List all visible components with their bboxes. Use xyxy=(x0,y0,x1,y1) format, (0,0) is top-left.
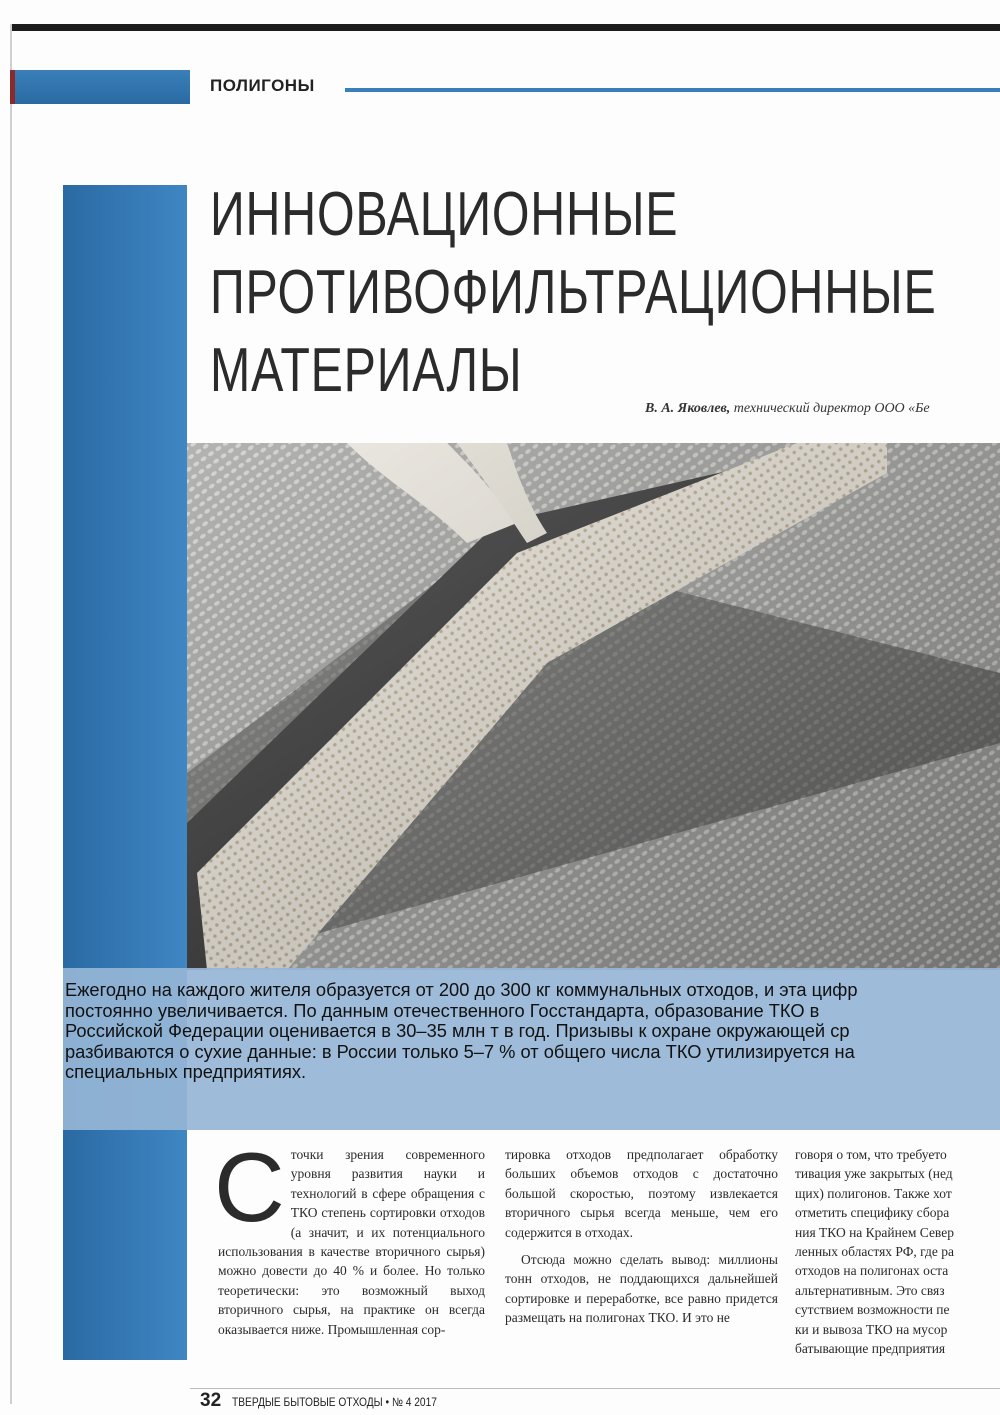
title-line: ПРОТИВОФИЛЬТРАЦИОННЫЕ xyxy=(210,258,937,327)
page-footer xyxy=(200,1390,473,1412)
lead-line: Российской Федерации оценивается в 30–35 млн т в год. Призывы к охране окружающей ср xyxy=(65,1020,850,1042)
body-line: батывающие предприятия xyxy=(795,1341,946,1357)
body-line: тивация уже закрытых (нед xyxy=(795,1166,953,1182)
left-border xyxy=(10,24,12,1404)
section-rule xyxy=(345,88,1000,92)
body-line: ки и вывоза ТКО на мусор xyxy=(795,1321,948,1337)
body-line: щих) полигонов. Также хот xyxy=(795,1185,952,1201)
byline xyxy=(645,401,930,417)
body-line: сутствием возможности пе xyxy=(795,1302,950,1318)
section-bar xyxy=(15,70,190,104)
lead-text xyxy=(63,968,1000,1083)
drop-cap: С xyxy=(214,1132,285,1242)
top-border xyxy=(10,24,1000,31)
body-paragraph xyxy=(795,1145,1000,1358)
body-line: ния ТКО на Крайнем Север xyxy=(795,1224,954,1240)
body-line: говоря о том, что требуето xyxy=(795,1147,947,1162)
lead-box xyxy=(63,968,1000,1130)
body-paragraph: Отсюда можно сделать вывод: миллионы тонн отходов, не поддающихся дальнейшей сортировке и переработке, все равно придется размещать на полигонах ТКО. И это не xyxy=(505,1252,778,1326)
lead-line: разбиваются о сухие данные: в России только 5–7 % от общего числа ТКО утилизируется на xyxy=(65,1040,855,1062)
article-photo xyxy=(187,443,1000,970)
page-number: 32 xyxy=(200,1390,222,1411)
footer-rule xyxy=(190,1388,1000,1389)
section-label: ПОЛИГОНЫ xyxy=(210,76,315,95)
side-accent-bar xyxy=(63,185,187,1360)
author-role: технический директор ООО «Бе xyxy=(730,401,930,416)
lead-line: специальных предприятиях. xyxy=(65,1061,307,1083)
body-paragraph: тировка отходов предполагает обработку больших объемов отходов с достаточно большой скоростью, поэтому извлекается вторичного сырья всегда меньше, чем его содержится в отходах. xyxy=(505,1147,778,1240)
author-name: В. А. Яковлев, xyxy=(645,401,731,416)
article-title xyxy=(210,176,937,410)
title-line: ИННОВАЦИОННЫЕ xyxy=(210,180,679,249)
body-column-2 xyxy=(505,1145,778,1328)
body-line: отметить специфику сбора xyxy=(795,1205,950,1221)
body-line: ленных областях РФ, где ра xyxy=(795,1244,954,1260)
body-paragraph: точки зрения современного уровня развития науки и технологий в сфере обращения с ТКО степень сортировки отходов (а значит, и их потенциального использования в качестве вторичного сырья) можно довести до 40 % и более. Но только теоретически: это возможный выход вторичного сырья, на практике он всегда оказывается ниже. Промышленная сор- xyxy=(218,1147,485,1337)
lead-line: постоянно увеличивается. По данным отечественного Госстандарта, образование ТКО в xyxy=(65,999,820,1021)
body-column-3 xyxy=(795,1145,1000,1358)
geomembrane-photo xyxy=(187,443,1000,970)
magazine-name: ТВЕРДЫЕ БЫТОВЫЕ ОТХОДЫ • № 4 2017 xyxy=(231,1395,437,1409)
body-column-1 xyxy=(214,1132,485,1339)
title-line: МАТЕРИАЛЫ xyxy=(210,336,523,405)
body-line: альтернативным. Это связ xyxy=(795,1282,945,1298)
body-line: отходов на полигонах оста xyxy=(795,1263,949,1279)
lead-line: Ежегодно на каждого жителя образуется от 200 до 300 кг коммунальных отходов, и эта цифр xyxy=(65,979,858,1000)
